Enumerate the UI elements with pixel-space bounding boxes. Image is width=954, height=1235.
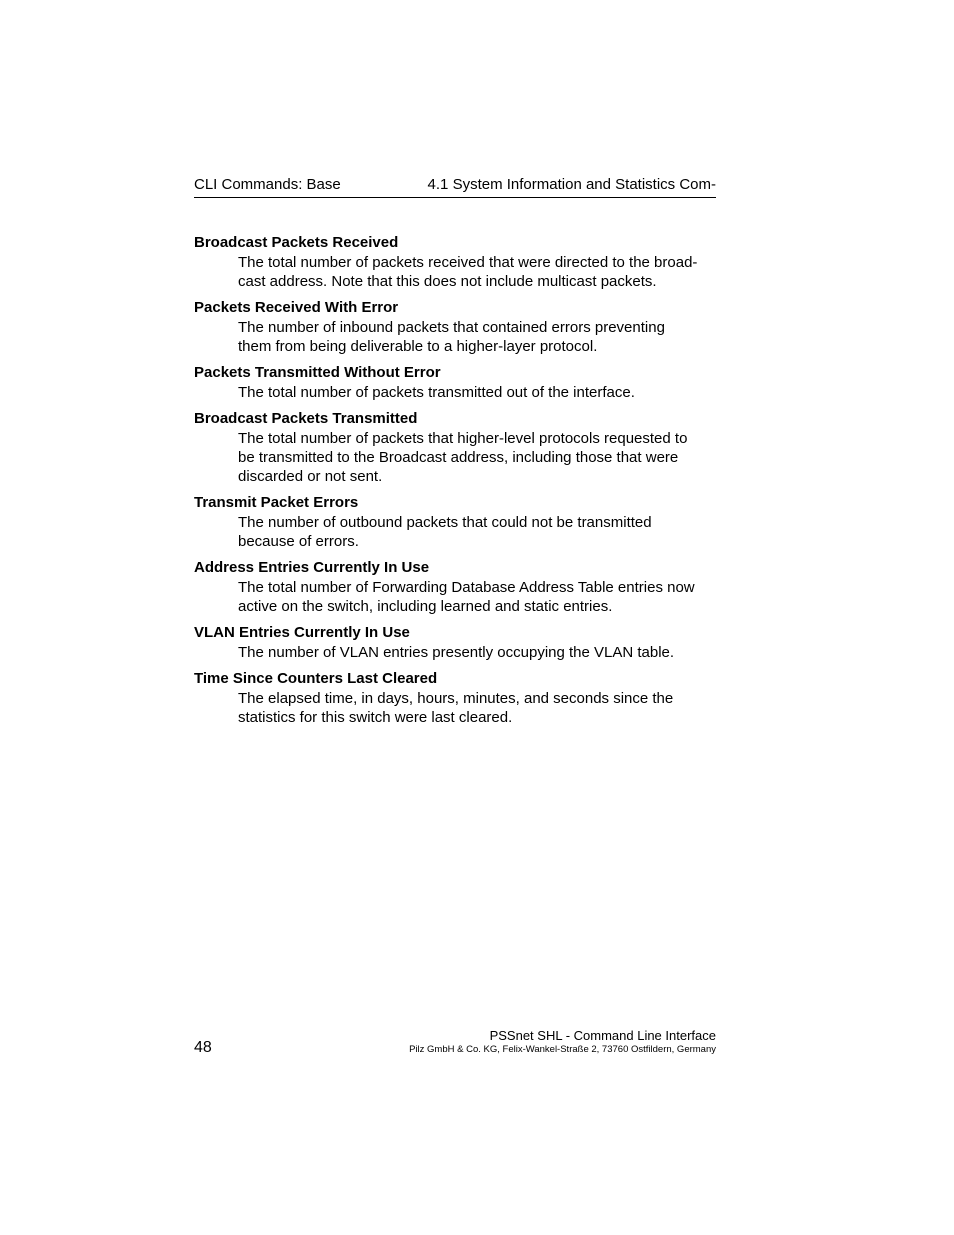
definition-entry — [194, 493, 716, 551]
definition-description — [238, 318, 716, 356]
definition-term: Time Since Counters Last Cleared — [194, 670, 438, 687]
definition-term: Address Entries Currently In Use — [194, 559, 430, 576]
definition-list — [194, 233, 716, 734]
definition-entry — [194, 409, 716, 486]
definition-description — [238, 383, 716, 402]
definition-description — [238, 513, 716, 551]
description-line: The total number of packets received that were directed to the broad- — [238, 254, 698, 271]
definition-entry — [194, 363, 716, 402]
description-line: The total number of Forwarding Database Address Table entries now — [238, 579, 695, 596]
footer-document-title: PSSnet SHL - Command Line Interface — [489, 1028, 716, 1043]
description-line: The number of VLAN entries presently occupying the VLAN table. — [238, 644, 675, 661]
description-line: The number of inbound packets that contained errors preventing — [238, 319, 665, 336]
definition-term: VLAN Entries Currently In Use — [194, 624, 410, 641]
description-line: because of errors. — [238, 533, 359, 550]
description-line: The total number of packets that higher-level protocols requested to — [238, 430, 688, 447]
page-footer — [194, 1027, 716, 1059]
definition-term: Broadcast Packets Received — [194, 234, 399, 251]
description-line: The elapsed time, in days, hours, minutes, and seconds since the — [238, 690, 674, 707]
description-line: The total number of packets transmitted out of the interface. — [238, 384, 635, 401]
definition-description — [238, 689, 716, 727]
description-line: statistics for this switch were last cleared. — [238, 709, 513, 726]
page-header — [194, 174, 716, 198]
page-number: 48 — [194, 1039, 212, 1056]
definition-description — [238, 253, 716, 291]
definition-term: Transmit Packet Errors — [194, 494, 359, 511]
description-line: The number of outbound packets that could not be transmitted — [238, 514, 652, 531]
definition-entry — [194, 298, 716, 356]
description-line: active on the switch, including learned and static entries. — [238, 598, 613, 615]
description-line: discarded or not sent. — [238, 468, 383, 485]
definition-entry — [194, 558, 716, 616]
definition-term: Packets Received With Error — [194, 299, 399, 316]
definition-entry — [194, 233, 716, 291]
footer-company-address: Pilz GmbH & Co. KG, Felix-Wankel-Straße 2, 73760 Ostfildern, Germany — [409, 1044, 716, 1055]
header-chapter: CLI Commands: Base — [194, 176, 341, 193]
header-section: 4.1 System Information and Statistics Com- — [427, 176, 716, 193]
definition-description — [238, 578, 716, 616]
definition-entry — [194, 623, 716, 662]
description-line: them from being deliverable to a higher-layer protocol. — [238, 338, 598, 355]
description-line: be transmitted to the Broadcast address, including those that were — [238, 449, 679, 466]
definition-term: Packets Transmitted Without Error — [194, 364, 441, 381]
description-line: cast address. Note that this does not include multicast packets. — [238, 273, 657, 290]
definition-description — [238, 643, 716, 662]
definition-entry — [194, 669, 716, 727]
definition-term: Broadcast Packets Transmitted — [194, 410, 418, 427]
definition-description — [238, 429, 716, 486]
